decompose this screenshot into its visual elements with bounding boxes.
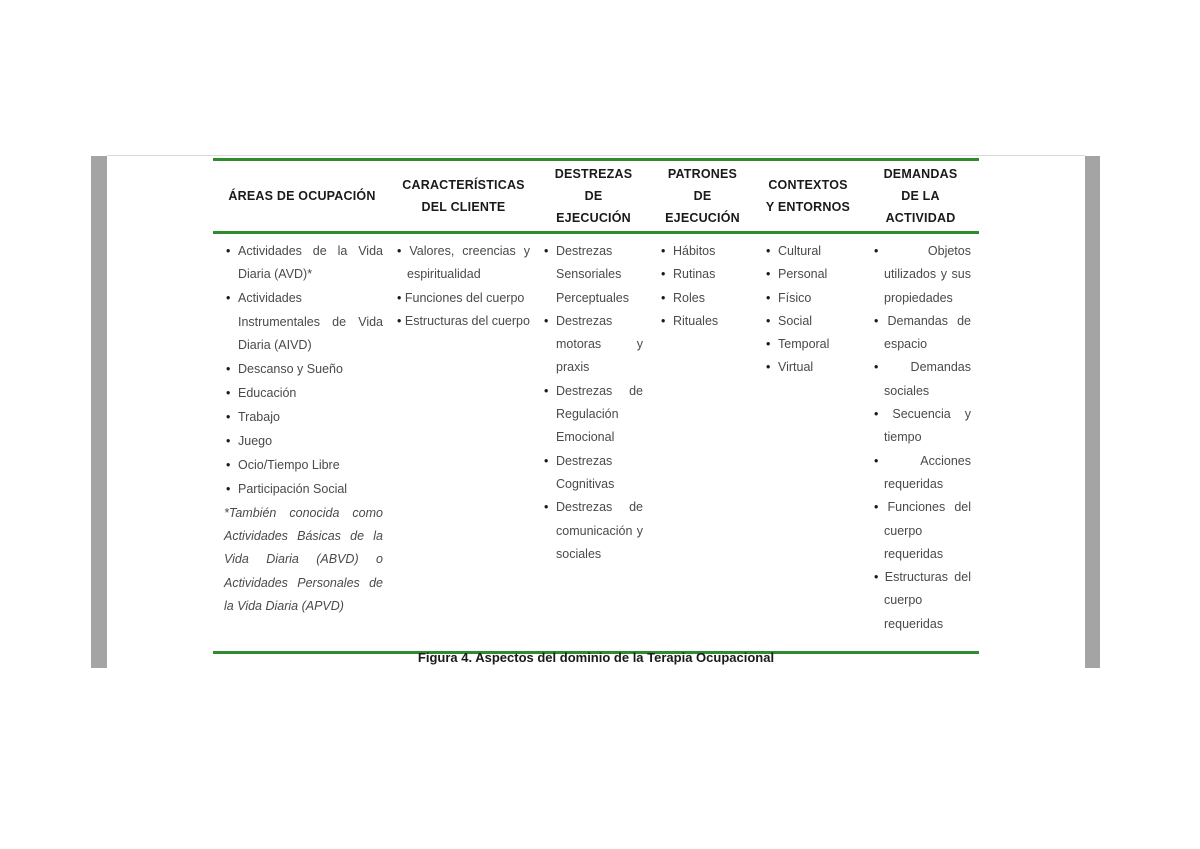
list-item: • Social <box>764 310 862 333</box>
list-item: • Funciones del cuerpo <box>397 287 530 310</box>
list-item: • Destrezas Cognitivas <box>542 450 643 497</box>
header-patrones: PATRONES DE EJECUCIÓN <box>665 167 740 225</box>
left-page-border <box>91 156 107 668</box>
list-item: • Destrezas de Regulación Emocional <box>542 380 643 450</box>
list-item: • Físico <box>764 287 862 310</box>
list-item: • Rutinas <box>659 263 754 286</box>
list-item: • Ocio/Tiempo Libre <box>224 454 383 477</box>
column-destrezas <box>536 240 651 651</box>
list-item: • Juego <box>224 430 383 453</box>
list-item: • Valores, creencias y espiritualidad <box>397 240 530 287</box>
table-body <box>213 234 979 651</box>
list-item: • Personal <box>764 263 862 286</box>
list-item: • Destrezas de comunicación y sociales <box>542 496 643 566</box>
footnote: *También conocida como Actividades Básicas de la Vida Diaria (ABVD) o Actividades Personales de la Vida Diaria (APVD) <box>224 505 383 613</box>
column-areas <box>213 240 391 651</box>
list-item: • Descanso y Sueño <box>224 358 383 381</box>
list-item: • Cultural <box>764 240 862 263</box>
header-areas: ÁREAS DE OCUPACIÓN <box>228 189 376 203</box>
list-item: • Roles <box>659 287 754 310</box>
list-item: • Acciones requeridas <box>874 450 971 497</box>
list-item: • Participación Social <box>224 478 383 501</box>
list-item: • Trabajo <box>224 406 383 429</box>
list-item: • Demandas sociales <box>874 356 971 403</box>
list-item: • Funciones del cuerpo requeridas <box>874 496 971 566</box>
header-caracteristicas: CARACTERÍSTICAS DEL CLIENTE <box>402 178 525 214</box>
header-destrezas: DESTREZAS DE EJECUCIÓN <box>554 167 633 225</box>
list-item: • Destrezas motoras y praxis <box>542 310 643 380</box>
column-demandas <box>862 240 979 651</box>
list-item: • Destrezas Sensoriales Perceptuales <box>542 240 643 310</box>
domain-table <box>213 158 979 654</box>
list-item: • Virtual <box>764 356 862 379</box>
page-top-edge <box>107 155 1085 156</box>
right-page-border <box>1085 156 1100 668</box>
list-item: • Hábitos <box>659 240 754 263</box>
figure-caption: Figura 4. Aspectos del dominio de la Terapia Ocupacional <box>417 650 775 665</box>
list-item: • Actividades Instrumentales de Vida Diaria (AIVD) <box>224 287 383 357</box>
table-header <box>213 161 979 234</box>
list-item: • Temporal <box>764 333 862 356</box>
header-contextos: CONTEXTOS Y ENTORNOS <box>765 178 851 214</box>
list-item: • Educación <box>224 382 383 405</box>
list-item: • Estructuras del cuerpo requeridas <box>874 566 971 636</box>
list-item: • Demandas de espacio <box>874 310 971 357</box>
column-caracteristicas <box>391 240 536 651</box>
list-item: • Estructuras del cuerpo <box>397 310 530 333</box>
list-item: • Rituales <box>659 310 754 333</box>
column-contextos <box>754 240 862 651</box>
list-item: • Secuencia y tiempo <box>874 403 971 450</box>
list-item: • Actividades de la Vida Diaria (AVD)* <box>224 240 383 287</box>
column-patrones <box>651 240 754 651</box>
list-item: • Objetos utilizados y sus propiedades <box>874 240 971 310</box>
header-demandas: DEMANDAS DE LA ACTIVIDAD <box>883 167 958 225</box>
